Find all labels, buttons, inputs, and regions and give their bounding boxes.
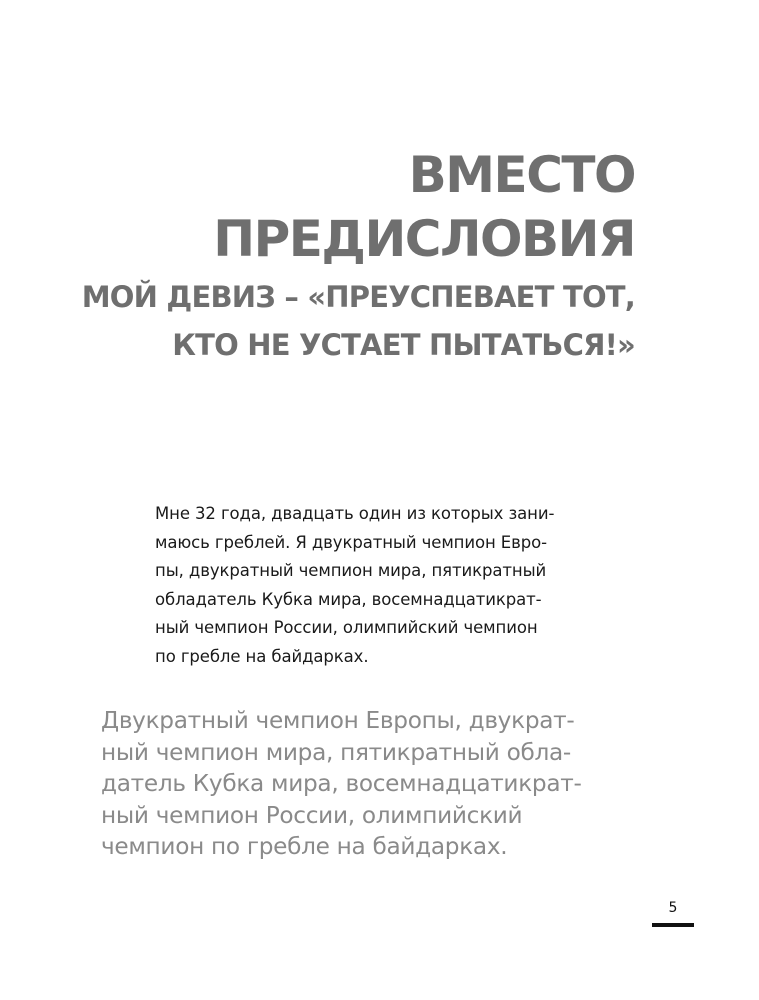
chapter-title-line: ВМЕСТО [408, 146, 635, 204]
pull-quote-line: датель Кубка мира, восемнадцатикрат- [101, 770, 582, 797]
chapter-subtitle-line: МОЙ ДЕВИЗ – «ПРЕУСПЕВАЕТ ТОТ, [81, 280, 635, 314]
body-paragraph [155, 500, 595, 672]
page-number: 5 [668, 900, 678, 916]
chapter-title-line: ПРЕДИСЛОВИЯ [213, 210, 635, 268]
pull-quote-line: Двукратный чемпион Европы, двукрат- [101, 707, 575, 734]
body-text-line: пы, двукратный чемпион мира, пятикратный [155, 561, 547, 581]
body-text-line: маюсь греблей. Я двукратный чемпион Евро- [155, 532, 547, 552]
body-text-line: ный чемпион России, олимпийский чемпион [155, 618, 538, 638]
chapter-subtitle-line: КТО НЕ УСТАЕТ ПЫТАТЬСЯ!» [172, 328, 635, 362]
pull-quote [101, 705, 621, 863]
pull-quote-line: чемпион по гребле на байдарках. [101, 833, 508, 860]
body-text-line: обладатель Кубка мира, восемнадцатикрат- [155, 589, 542, 609]
page-number-rule [652, 923, 694, 927]
chapter-heading [35, 143, 635, 369]
body-text-line: Мне 32 года, двадцать один из которых зани- [155, 504, 555, 523]
body-text-line: по гребле на байдарках. [155, 646, 369, 666]
pull-quote-line: ный чемпион России, олимпийский [101, 801, 523, 829]
pull-quote-line: ный чемпион мира, пятикратный обла- [101, 738, 571, 766]
